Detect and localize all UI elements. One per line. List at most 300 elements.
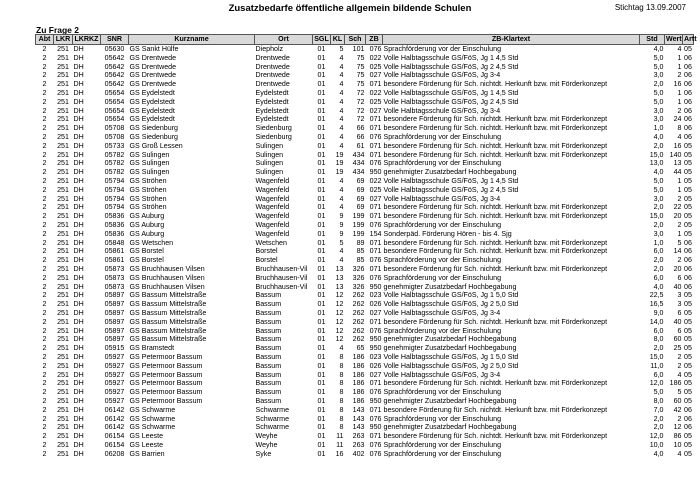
cell-std: 13,0 [649,159,664,168]
cell-std: 4,0 [653,449,664,458]
cell-sgl: 01 [317,379,326,388]
cell-abt: 2 [42,115,47,124]
cell-abt: 2 [42,335,47,344]
cell-ort: Eydelstedt [255,89,289,98]
cell-kurzname: GS Sulingen [129,168,170,177]
cell-ort: Wagenfeld [255,185,290,194]
cell-artt: 06 [684,89,692,98]
table-row [36,335,694,344]
table-row [36,318,694,327]
cell-wert: 40 [673,317,682,326]
cell-sch: 66 [356,124,365,133]
cell-lkr: 251 [57,141,69,150]
cell-zb: 071 [369,432,382,441]
cell-zb-klartext: Sprachförderung vor der Einschulung [383,45,502,54]
cell-sgl: 01 [317,308,326,317]
cell-zb: 071 [369,247,382,256]
cell-sch: 199 [352,212,365,221]
cell-ort: Schwarme [255,405,290,414]
cell-zb-klartext: besondere Förderung für Sch. nichtdt. Herkunft bzw. mit Förderkonzept [383,80,608,89]
cell-abt: 2 [42,273,47,282]
cell-std: 5,0 [653,89,664,98]
cell-kl: 12 [335,291,344,300]
cell-lkr: 251 [57,89,69,98]
cell-zb: 023 [369,352,382,361]
table-row [36,133,694,142]
cell-abt: 2 [42,159,47,168]
cell-sgl: 01 [317,291,326,300]
cell-snr: 05654 [104,97,125,106]
cell-abt: 2 [42,300,47,309]
cell-wert: 40 [673,282,682,291]
cell-kl: 4 [339,203,344,212]
cell-lkr: 251 [57,229,69,238]
cell-artt: 06 [684,115,692,124]
cell-std: 6,0 [653,273,664,282]
cell-zb: 076 [369,133,382,142]
cell-kl: 8 [339,388,344,397]
cell-std: 2,0 [653,203,664,212]
cell-artt: 06 [684,133,692,142]
cell-kurzname: GS Ströhen [129,194,167,203]
cell-artt: 05 [684,177,692,185]
cell-zb-klartext: genehmigter Zusatzbedarf Hochbegabung [383,168,517,177]
cell-sgl: 01 [317,370,326,379]
cell-lkrkz: DH [73,203,84,212]
cell-lkrkz: DH [73,317,84,326]
cell-lkr: 251 [57,352,69,361]
cell-snr: 05897 [104,308,125,317]
cell-wert: 60 [673,396,682,405]
cell-std: 5,0 [653,388,664,397]
table-row [36,195,694,204]
cell-artt: 06 [684,405,692,414]
cell-zb-klartext: Volle Halbtagsschule GS/FöS, Jg 3-4 [383,308,501,317]
cell-sgl: 01 [317,53,326,62]
cell-zb: 022 [369,89,382,98]
cell-sgl: 01 [317,396,326,405]
table-row [36,309,694,318]
cell-kurzname: GS Bruchhausen Vilsen [129,282,205,291]
cell-std: 1,0 [653,124,664,133]
cell-zb-klartext: besondere Förderung für Sch. nichtdt. Herkunft bzw. mit Förderkonzept [383,212,608,221]
cell-artt: 05 [684,440,692,449]
cell-kl: 11 [336,432,344,441]
cell-wert: 1 [677,89,682,98]
cell-ort: Bassum [255,396,282,405]
cell-sch: 72 [356,89,365,98]
cell-kl: 4 [339,185,344,194]
cell-abt: 2 [42,432,47,441]
cell-abt: 2 [42,370,47,379]
cell-snr: 05733 [104,141,125,150]
cell-std: 5,0 [653,97,664,106]
column-header-abt: Abt [36,35,54,45]
cell-kl: 12 [335,335,344,344]
cell-snr: 05654 [104,115,125,124]
cell-sch: 326 [352,264,365,273]
cell-zb-klartext: Volle Halbtagsschule GS/FöS, Jg 3-4 [383,194,501,203]
table-row [36,63,694,72]
cell-sch: 69 [356,194,365,203]
cell-sch: 66 [356,133,365,142]
cell-kurzname: GS Siedenburg [129,133,179,142]
cell-ort: Wagenfeld [255,203,290,212]
cell-zb-klartext: genehmigter Zusatzbedarf Hochbegabung [383,396,517,405]
cell-ort: Wetschen [255,238,287,247]
cell-sch: 262 [352,335,365,344]
cell-sch: 143 [352,405,365,414]
cell-abt: 2 [42,388,47,397]
cell-lkrkz: DH [73,423,84,432]
cell-lkr: 251 [57,361,69,370]
cell-kl: 4 [339,62,344,71]
cell-ort: Schwarme [255,423,290,432]
cell-sch: 89 [356,238,365,247]
cell-lkr: 251 [57,150,69,159]
cell-abt: 2 [42,53,47,62]
cell-abt: 2 [42,80,47,89]
cell-std: 3,0 [653,115,664,124]
table-row [36,54,694,63]
table-row [36,239,694,248]
cell-zb-klartext: Volle Halbtagsschule GS/FöS, Jg 2 5,0 Std [383,361,519,370]
cell-zb: 076 [369,326,382,335]
cell-lkr: 251 [57,432,69,441]
cell-wert: 6 [677,326,682,335]
cell-lkr: 251 [57,53,69,62]
cell-abt: 2 [42,185,47,194]
cell-kurzname: GS Petermoor Bassum [129,361,203,370]
cell-zb-klartext: besondere Förderung für Sch. nichtdt. Herkunft bzw. mit Förderkonzept [383,115,608,124]
cell-kurzname: GS Petermoor Bassum [129,388,203,397]
table-row [36,221,694,230]
cell-snr: 05642 [104,71,125,80]
cell-abt: 2 [42,133,47,142]
cell-sgl: 01 [317,361,326,370]
cell-sgl: 01 [317,71,326,80]
cell-wert: 1 [677,185,682,194]
cell-kl: 4 [339,124,344,133]
cell-wert: 60 [673,335,682,344]
cell-ort: Borstel [255,256,278,265]
cell-sgl: 01 [317,141,326,150]
cell-kurzname: GS Ströhen [129,185,167,194]
cell-zb-klartext: genehmigter Zusatzbedarf Hochbegabung [383,335,517,344]
cell-wert: 1 [677,97,682,106]
table-row [36,230,694,239]
cell-zb-klartext: besondere Förderung für Sch. nichtdt. Herkunft bzw. mit Förderkonzept [383,238,608,247]
cell-zb: 027 [369,71,382,80]
cell-snr: 06142 [104,405,125,414]
table-row [36,423,694,432]
cell-kl: 19 [335,150,344,159]
cell-ort: Bassum [255,300,282,309]
cell-abt: 2 [42,212,47,221]
cell-zb-klartext: Volle Halbtagsschule GS/FöS, Jg 1 4,5 Std [383,89,519,98]
cell-kurzname: GS Drentwede [129,80,177,89]
cell-lkrkz: DH [73,89,84,98]
cell-kl: 5 [339,238,344,247]
cell-kl: 4 [339,141,344,150]
cell-kurzname: GS Ströhen [129,177,167,185]
cell-lkrkz: DH [73,432,84,441]
cell-lkrkz: DH [73,335,84,344]
cell-kl: 8 [339,370,344,379]
cell-lkr: 251 [57,45,69,54]
cell-abt: 2 [42,220,47,229]
cell-wert: 2 [677,361,682,370]
cell-artt: 06 [684,423,692,432]
cell-sgl: 01 [317,317,326,326]
cell-ort: Weyhe [255,440,278,449]
cell-snr: 05915 [104,344,125,353]
cell-artt: 05 [684,352,692,361]
cell-lkrkz: DH [73,388,84,397]
cell-zb-klartext: besondere Förderung für Sch. nichtdt. Herkunft bzw. mit Förderkonzept [383,317,608,326]
cell-artt: 06 [684,53,692,62]
cell-ort: Eydelstedt [255,97,289,106]
cell-wert: 25 [673,344,682,353]
cell-lkr: 251 [57,106,69,115]
cell-sch: 186 [352,379,365,388]
cell-zb-klartext: genehmigter Zusatzbedarf Hochbegabung [383,344,517,353]
cell-abt: 2 [42,141,47,150]
cell-lkrkz: DH [73,229,84,238]
data-table [35,34,697,458]
cell-artt: 05 [684,370,692,379]
cell-std: 1,0 [653,238,664,247]
cell-sgl: 01 [317,168,326,177]
cell-kl: 4 [339,256,344,265]
cell-abt: 2 [42,71,47,80]
cell-lkrkz: DH [73,150,84,159]
cell-sgl: 01 [317,432,326,441]
cell-kurzname: GS Barrien [129,449,165,458]
cell-abt: 2 [42,238,47,247]
cell-kl: 4 [339,97,344,106]
cell-artt: 05 [684,220,692,229]
table-row [36,353,694,362]
reference-date: Stichtag 13.09.2007 [614,3,686,12]
table-row [36,247,694,256]
table-row [36,256,694,265]
cell-sgl: 01 [317,62,326,71]
cell-sgl: 01 [317,177,326,185]
cell-abt: 2 [42,449,47,458]
cell-zb-klartext: Sprachförderung vor der Einschulung [383,388,502,397]
cell-sch: 75 [356,80,365,89]
cell-sgl: 01 [317,449,326,458]
cell-lkr: 251 [57,256,69,265]
cell-snr: 05794 [104,203,125,212]
column-header-zb: ZB [366,35,383,45]
cell-artt: 05 [684,194,692,203]
cell-sgl: 01 [317,405,326,414]
cell-abt: 2 [42,194,47,203]
cell-kurzname: GS Bruchhausen Vilsen [129,273,205,282]
cell-sgl: 01 [317,264,326,273]
cell-sgl: 01 [317,414,326,423]
cell-abt: 2 [42,326,47,335]
cell-kurzname: GS Bassum Mittelstraße [129,317,207,326]
cell-artt: 06 [684,264,692,273]
cell-wert: 12 [673,423,682,432]
cell-zb: 023 [369,291,382,300]
column-header-lkr: LKR [54,35,73,45]
cell-ort: Bassum [255,379,282,388]
table-row [36,115,694,124]
cell-zb: 076 [369,159,382,168]
cell-snr: 05708 [104,124,125,133]
cell-kurzname: GS Schwarme [129,405,176,414]
cell-std: 15,0 [649,150,664,159]
table-row [36,142,694,151]
cell-ort: Bassum [255,317,282,326]
cell-std: 3,0 [653,106,664,115]
cell-std: 12,0 [649,432,664,441]
cell-zb-klartext: Volle Halbtagsschule GS/FöS, Jg 1 4,5 Std [383,177,519,185]
table-row [36,168,694,177]
cell-wert: 20 [673,212,682,221]
cell-kurzname: GS Petermoor Bassum [129,370,203,379]
cell-sch: 262 [352,300,365,309]
cell-wert: 1 [677,229,682,238]
cell-lkr: 251 [57,282,69,291]
cell-zb: 076 [369,388,382,397]
cell-wert: 4 [677,133,682,142]
cell-sgl: 01 [317,344,326,353]
cell-lkr: 251 [57,300,69,309]
cell-sch: 85 [356,247,365,256]
cell-snr: 05897 [104,335,125,344]
cell-sch: 186 [352,396,365,405]
cell-lkr: 251 [57,80,69,89]
cell-lkrkz: DH [73,326,84,335]
cell-sgl: 01 [317,133,326,142]
cell-lkrkz: DH [73,115,84,124]
cell-std: 5,0 [653,177,664,185]
cell-sgl: 01 [317,423,326,432]
cell-abt: 2 [42,150,47,159]
cell-sgl: 01 [317,238,326,247]
cell-zb-klartext: Sprachförderung vor der Einschulung [383,220,502,229]
cell-abt: 2 [42,89,47,98]
document-title: Zusatzbedarfe öffentliche allgemein bildende Schulen [228,3,472,14]
cell-sch: 72 [356,97,365,106]
cell-zb-klartext: besondere Förderung für Sch. nichtdt. Herkunft bzw. mit Förderkonzept [383,141,608,150]
cell-sgl: 01 [317,194,326,203]
cell-kl: 4 [339,247,344,256]
cell-std: 14,0 [649,317,664,326]
cell-lkrkz: DH [73,185,84,194]
cell-abt: 2 [42,264,47,273]
cell-zb: 025 [369,185,382,194]
cell-kurzname: GS Drentwede [129,71,177,80]
cell-kl: 4 [339,89,344,98]
cell-lkrkz: DH [73,141,84,150]
table-row [36,370,694,379]
cell-lkr: 251 [57,203,69,212]
cell-snr: 05642 [104,62,125,71]
cell-lkr: 251 [57,115,69,124]
cell-kurzname: GS Schwarme [129,423,176,432]
table-body [36,45,694,459]
cell-abt: 2 [42,414,47,423]
cell-sgl: 01 [317,300,326,309]
table-row [36,265,694,274]
cell-ort: Bruchhausen-Vil [255,273,308,282]
cell-artt: 05 [684,291,692,300]
cell-snr: 05794 [104,194,125,203]
cell-sgl: 01 [317,150,326,159]
cell-wert: 5 [677,238,682,247]
cell-ort: Diepholz [255,45,284,54]
cell-sch: 75 [356,71,365,80]
cell-kl: 4 [339,53,344,62]
cell-artt: 05 [684,185,692,194]
cell-snr: 05873 [104,282,125,291]
cell-wert: 16 [673,80,682,89]
cell-kurzname: GS Sulingen [129,150,170,159]
column-header-kurzname: Kurzname [129,35,255,45]
cell-std: 3,0 [653,229,664,238]
cell-artt: 05 [684,388,692,397]
cell-abt: 2 [42,379,47,388]
cell-lkrkz: DH [73,97,84,106]
cell-kl: 8 [339,352,344,361]
cell-kl: 19 [335,168,344,177]
cell-kurzname: GS Leeste [129,440,164,449]
cell-lkr: 251 [57,317,69,326]
cell-snr: 05897 [104,326,125,335]
cell-sgl: 01 [317,388,326,397]
cell-zb: 071 [369,80,382,89]
cell-zb: 154 [369,229,382,238]
cell-lkr: 251 [57,168,69,177]
cell-sgl: 01 [317,97,326,106]
cell-sgl: 01 [317,185,326,194]
cell-lkr: 251 [57,238,69,247]
table-row [36,151,694,160]
cell-lkrkz: DH [73,440,84,449]
cell-sch: 186 [352,370,365,379]
cell-lkr: 251 [57,159,69,168]
cell-ort: Sulingen [255,159,284,168]
cell-zb: 025 [369,62,382,71]
cell-zb-klartext: Volle Halbtagsschule GS/FöS, Jg 3-4 [383,71,501,80]
cell-artt: 05 [684,168,692,177]
cell-zb-klartext: Sonderpäd. Förderung Hören - bis 4. Sjg [383,229,512,238]
cell-artt: 05 [684,212,692,221]
cell-lkr: 251 [57,220,69,229]
table-row [36,441,694,450]
cell-zb-klartext: besondere Förderung für Sch. nichtdt. Herkunft bzw. mit Förderkonzept [383,247,608,256]
cell-std: 5,0 [653,185,664,194]
cell-zb-klartext: Sprachförderung vor der Einschulung [383,273,502,282]
cell-lkrkz: DH [73,300,84,309]
cell-kurzname: GS Drentwede [129,62,177,71]
cell-kurzname: GS Bassum Mittelstraße [129,291,207,300]
cell-zb: 076 [369,440,382,449]
cell-zb: 071 [369,203,382,212]
cell-sgl: 01 [317,326,326,335]
cell-snr: 06154 [104,440,125,449]
cell-abt: 2 [42,361,47,370]
cell-ort: Eydelstedt [255,106,289,115]
table-row [36,283,694,292]
cell-snr: 05927 [104,361,125,370]
